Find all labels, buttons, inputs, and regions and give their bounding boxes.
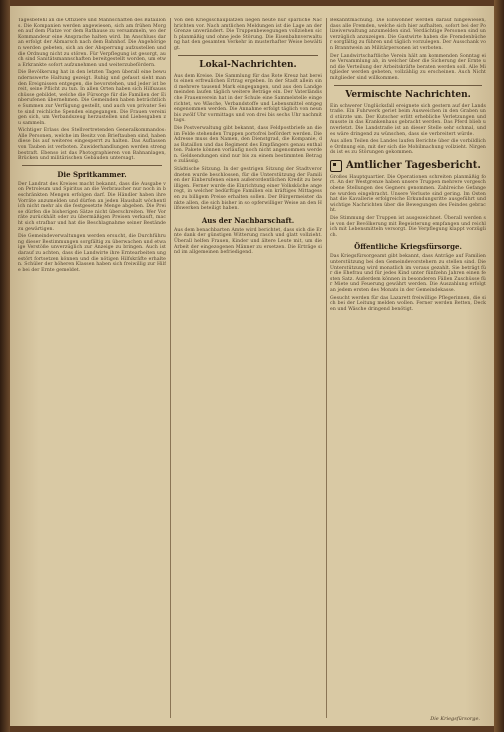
section-heading: Die Spritkammer. bbox=[57, 169, 127, 179]
section-heading: Öffentliche Kriegsfürsorge. bbox=[354, 242, 462, 252]
section-divider bbox=[22, 165, 162, 166]
article-text: Bekanntmachung. Die Einwohner werden darauf hingewiesen, dass alle Fremden, welche sich hier aufhalten, sofort bei der Polizeiverwaltung anzumelden sind. Verdächtige Personen sind unverzüglich anzuzeigen. Die Gastwirte haben die Fremdenbücher sorgfältig zu führen und täglich vorzulegen. Der Ausschank von Branntwein an Militärpersonen ist verboten. bbox=[330, 18, 486, 51]
article-text: Aus allen Teilen des Landes laufen Berichte über die vorbildliche Ordnung ein, mit der sich die Mobilmachung vollzieht. Nirgends ist es zu Störungen gekommen. bbox=[330, 139, 486, 156]
column-rule-left bbox=[170, 18, 171, 718]
article-text: Von den Kriegsschauplätzen liegen heute nur spärliche Nachrichten vor. Nach amtlichen Meldungen ist die Lage an der Grenze unverändert. Die Truppenbewegungen vollziehen sich planmäßig und ohne jede Störung. Die Eisenbahnverwaltung hat den gesamten Verkehr in musterhafter Weise bewältigt. bbox=[174, 18, 322, 51]
section-heading: Lokal-Nachrichten. bbox=[199, 59, 297, 70]
column-middle bbox=[174, 18, 322, 718]
article-text: Der Landwirtschaftliche Verein hält am kommenden Sonntag eine Versammlung ab, in welcher über die Sicherung der Ernte und die Verteilung der Arbeitskräfte beraten werden soll. Alle Mitglieder werden gebeten, vollzählig zu erscheinen. Auch Nichtmitglieder sind willkommen. bbox=[330, 53, 486, 81]
column-left bbox=[18, 18, 166, 718]
article-text: Großes Hauptquartier. Die Operationen schreiten planmäßig fort. An der Westgrenze haben unsere Truppen mehrere vorgeschobene Stellungen des Gegners genommen. Zahlreiche Gefangene wurden eingebracht. Unsere Verluste sind gering. Im Osten hat die Kavallerie erfolgreiche Erkundungsritte ausgeführt und wichtige Nachrichten über die Bewegungen des Feindes gebracht. bbox=[330, 174, 486, 214]
column-rule-right bbox=[326, 18, 327, 718]
section-heading: Aus der Nachbarschaft. bbox=[201, 215, 295, 225]
newspaper-page bbox=[10, 6, 494, 726]
section-heading: Vermischte Nachrichten. bbox=[345, 89, 471, 100]
book-edge-shadow bbox=[494, 0, 504, 732]
section-divider bbox=[334, 85, 482, 86]
section-heading: Amtlicher Tagesbericht. bbox=[346, 159, 481, 171]
article-text: Der Landrat des Kreises macht bekannt, dass die Ausgabe von Petroleum und Spiritus an die Verbraucher nur noch in beschränkten Mengen erfolgen darf. Die Händler haben ihre Vorräte anzumelden und dürfen an jeden Haushalt wöchentlich nicht mehr als die festgesetzte Menge abgeben. Die Preise dürfen die bisherigen Sätze nicht überschreiten. Wer Vorräte zurückhält oder zu übermäßigen Preisen verkauft, macht sich strafbar und hat die Beschlagnahme seiner Bestände zu gewärtigen. bbox=[18, 181, 166, 232]
signature-line: Die Kriegsfürsorge. bbox=[430, 716, 480, 722]
article-text: Die Gemeindeverwaltungen werden ersucht, die Durchführung dieser Bestimmungen sorgfältig zu überwachen und etwaige Verstöße unverzüglich zur Anzeige zu bringen. Auch ist darauf zu achten, dass die Landwirte ihre Erntearbeiten ungestört fortsetzen können und die nötigen Hilfskräfte erhalten. Schüler der höheren Klassen haben sich freiwillig zur Hilfe bei der Ernte gemeldet. bbox=[18, 234, 166, 273]
article-text: Die Bevölkerung hat in den letzten Tagen überall eine bewundernswerte Haltung gezeigt. Ruhig und gefasst sieht man den Ereignissen entgegen, die bevorstehen, und jeder ist bereit, seine Pflicht zu tun. In allen Orten haben sich Hilfsausschüsse gebildet, welche die Fürsorge für die Familien der Einberufenen übernehmen. Die Gemeinden haben beträchtliche Summen zur Verfügung gestellt, und auch von privater Seite sind reichliche Spenden eingegangen. Die Frauen vereinigen sich, um Verbandszeug herzustellen und Liebesgaben zu sammeln. bbox=[18, 70, 166, 126]
section-divider bbox=[178, 55, 318, 56]
article-text: Tagesbefehl an die Offiziere und Mannschaften des Bataillons. Die Kompanien werden angewiesen, sich am frühen Morgen auf dem Platze vor dem Rathause zu versammeln, wo der Kommandeur eine Ansprache halten wird. Im Anschluss daran erfolgt der Abmarsch nach dem Bahnhof. Die Angehörigen werden gebeten, sich an der Absperrung aufzustellen und die Ordnung nicht zu stören. Für Verpflegung ist gesorgt, auch sind Sanitätsmannschaften bereitgestellt worden, um etwa Erkrankte sofort aufzunehmen und weiterzubefördern. bbox=[18, 18, 166, 68]
article-text: Die Stimmung der Truppen ist ausgezeichnet. Überall werden sie von der Bevölkerung mit Begeisterung empfangen und reichlich mit Lebensmitteln versorgt. Die Verpflegung klappt vorzüglich. bbox=[330, 216, 486, 238]
ornament-icon bbox=[330, 160, 342, 172]
article-text: Aus dem Kreise. Die Sammlung für das Rote Kreuz hat bereits einen erfreulichen Ertrag ergeben. In der Stadt allein sind mehrere tausend Mark eingegangen, und aus den Landgemeinden laufen täglich weitere Beträge ein. Der Vaterländische Frauenverein hat in der Schule eine Sammelstelle eingerichtet, wo Wäsche, Verbandstoffe und Lebensmittel entgegengenommen werden. Die Annahme erfolgt täglich von neun bis zwölf Uhr vormittags und von drei bis sechs Uhr nachmittags. bbox=[174, 73, 322, 124]
article-text: Wichtiger Erlass des Stellvertretenden Generalkommandos: Alle Personen, welche im Besitz von Brieftauben sind, haben diese bis auf weiteres eingesperrt zu halten. Das Auflassen von Tauben ist verboten. Zuwiderhandlungen werden streng bestraft. Ebenso ist das Photographieren von Bahnanlagen, Brücken und militärischen Gebäuden untersagt. bbox=[18, 128, 166, 162]
column-container bbox=[18, 18, 486, 718]
article-text: Das Kriegsfürsorgeamt gibt bekannt, dass Anträge auf Familienunterstützung bei den Gemeindevorstehern zu stellen sind. Die Unterstützung wird monatlich im voraus gezahlt. Sie beträgt für die Ehefrau und für jedes Kind unter fünfzehn Jahren einen festen Satz. Außerdem können in besonderen Fällen Zuschüsse für Miete und Feuerung gewährt werden. Die Auszahlung erfolgt an jedem ersten des Monats in der Gemeindekasse. bbox=[330, 254, 486, 293]
article-text: Städtische Sitzung. In der gestrigen Sitzung der Stadtverordneten wurde beschlossen, für die Unterstützung der Familien der Einberufenen einen außerordentlichen Kredit zu bewilligen. Ferner wurde die Einrichtung einer Volksküche angeregt, in welcher bedürftige Familien ein kräftiges Mittagessen zu billigem Preise erhalten sollen. Der Bürgermeister dankte allen, die sich bisher in so opferwilliger Weise an den Hilfswerken beteiligt haben. bbox=[174, 167, 322, 212]
article-text: Die Postverwaltung gibt bekannt, dass Feldpostbriefe an die im Felde stehenden Truppen portofrei befördert werden. Die Adresse muss den Namen, den Dienstgrad, die Kompanie, das Bataillon und das Regiment des Empfängers genau enthalten. Pakete können vorläufig noch nicht angenommen werden. Geldsendungen sind nur bis zu einem bestimmten Betrage zulässig. bbox=[174, 125, 322, 165]
article-text: Gesucht werden für das Lazarett freiwillige Pflegerinnen, die sich bei der Leitung melden wollen. Ferner werden Betten, Decken und Wäsche dringend benötigt. bbox=[330, 295, 486, 312]
official-report-heading bbox=[330, 160, 486, 172]
column-right bbox=[330, 18, 486, 718]
article-text: Aus dem benachbarten Amte wird berichtet, dass sich die Ernte dank der günstigen Witterung rasch und glatt vollzieht. Überall helfen Frauen, Kinder und ältere Leute mit, um die Arbeit der eingezogenen Männer zu ersetzen. Die Erträge sind im allgemeinen befriedigend. bbox=[174, 227, 322, 256]
book-spine-shadow bbox=[0, 0, 10, 732]
article-text: Ein schwerer Unglücksfall ereignete sich gestern auf der Landstraße. Ein Fuhrwerk geriet beim Ausweichen in den Graben und stürzte um. Der Kutscher erlitt erhebliche Verletzungen und musste in das Krankenhaus gebracht werden. Das Pferd blieb unverletzt. Die Landstraße ist an dieser Stelle sehr schmal, und es wäre dringend zu wünschen, dass sie verbreitert würde. bbox=[330, 103, 486, 137]
